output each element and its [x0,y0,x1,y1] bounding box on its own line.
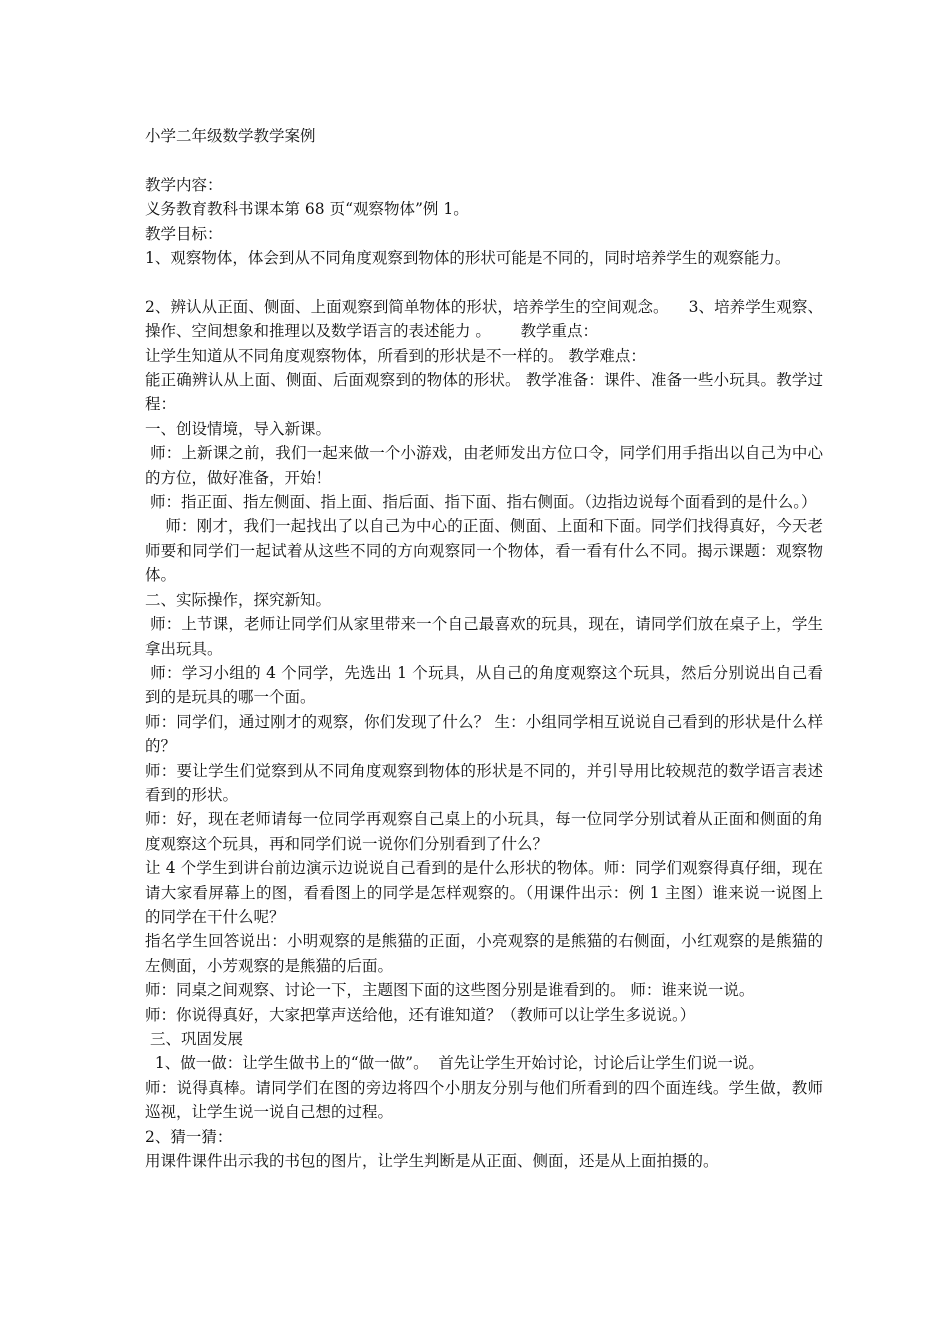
paragraph: 教学目标： [145,224,223,243]
paragraph: 2、猜一猜： [145,1127,233,1146]
paragraph: 1、观察物体，体会到从不同角度观察到物体的形状可能是不同的，同时培养学生的观察能力。 [145,249,791,268]
paragraph: 让学生知道从不同角度观察物体，所看到的形状是不一样的。 教学难点： [145,346,646,365]
document-page [145,124,823,1173]
document-body [145,173,823,1174]
paragraph: 师：同桌之间观察、讨论一下，主题图下面的这些图分别是谁看到的。 师：谁来说一说。 [145,981,755,1000]
section-heading: 三、巩固发展 [145,1030,243,1048]
paragraph: 指名学生回答说出：小明观察的是熊猫的正面，小亮观察的是熊猫的右侧面，小红观察的是熊猫的左侧面，小芳观察的是熊猫的后面。 [145,932,823,975]
paragraph: 1、做一做：让学生做书上的“做一做”。 首先让学生开始讨论，讨论后让学生们说一说。 [145,1054,764,1073]
paragraph: 师：指正面、指左侧面、指上面、指后面、指下面、指右侧面。（边指边说每个面看到的是什么。） [145,493,817,512]
paragraph: 用课件课件出示我的书包的图片，让学生判断是从正面、侧面，还是从上面拍摄的。 [145,1152,719,1171]
paragraph: 义务教育教科书课本第 68 页“观察物体”例 1。 [145,200,469,219]
paragraph: 师：上节课，老师让同学们从家里带来一个自己最喜欢的玩具，现在，请同学们放在桌子上，学生拿出玩具。 [145,615,823,658]
section-heading: 一、创设情境，导入新课。 [145,419,332,438]
section-heading: 二、实际操作，探究新知。 [145,590,332,609]
paragraph: 师：你说得真好，大家把掌声送给他，还有谁知道？（教师可以让学生多说说。） [145,1005,696,1024]
paragraph: 2、辨认从正面、侧面、上面观察到简单物体的形状，培养学生的空间观念。 3、培养学生观察、操作、空间想象和推理以及数学语言的表述能力 。 教学重点： [145,297,823,341]
paragraph: 师：好，现在老师请每一位同学再观察自己桌上的小玩具，每一位同学分别试着从正面和侧面的角度观察这个玩具，再和同学们说一说你们分别看到了什么？ [145,810,823,853]
paragraph: 师：说得真棒。请同学们在图的旁边将四个小朋友分别与他们所看到的四个面连线。学生做，教师巡视，让学生说一说自己想的过程。 [145,1078,823,1122]
document-title: 小学二年级数学教学案例 [145,127,316,145]
paragraph: 师：学习小组的 4 个同学，先选出 1 个玩具，从自己的角度观察这个玩具，然后分别说出自己看到的是玩具的哪一个面。 [145,663,823,707]
paragraph: 师：同学们，通过刚才的观察，你们发现了什么？ 生：小组同学相互说说自己看到的形状是什么样的？ [145,712,823,756]
paragraph: 教学内容： [145,175,223,194]
paragraph: 师：上新课之前，我们一起来做一个小游戏，由老师发出方位口令，同学们用手指出以自己为中心的方位，做好准备，开始！ [145,444,823,487]
paragraph: 师：刚才，我们一起找出了以自己为中心的正面、侧面、上面和下面。同学们找得真好，今天老师要和同学们一起试着从这些不同的方向观察同一个物体，看一看有什么不同。揭示课题：观察物体。 [145,517,823,585]
blank-line [145,270,823,294]
paragraph: 让 4 个学生到讲台前边演示边说说自己看到的是什么形状的物体。师：同学们观察得真仔细，现在请大家看屏幕上的图，看看图上的同学是怎样观察的。（用课件出示：例 1 主图）谁来说一说图上的同学在干什么呢？ [145,859,823,926]
paragraph: 师：要让学生们觉察到从不同角度观察到物体的形状是不同的，并引导用比较规范的数学语言表述看到的形状。 [145,761,823,804]
paragraph: 能正确辨认从上面、侧面、后面观察到的物体的形状。 教学准备：课件、准备一些小玩具。教学过程： [145,371,823,414]
